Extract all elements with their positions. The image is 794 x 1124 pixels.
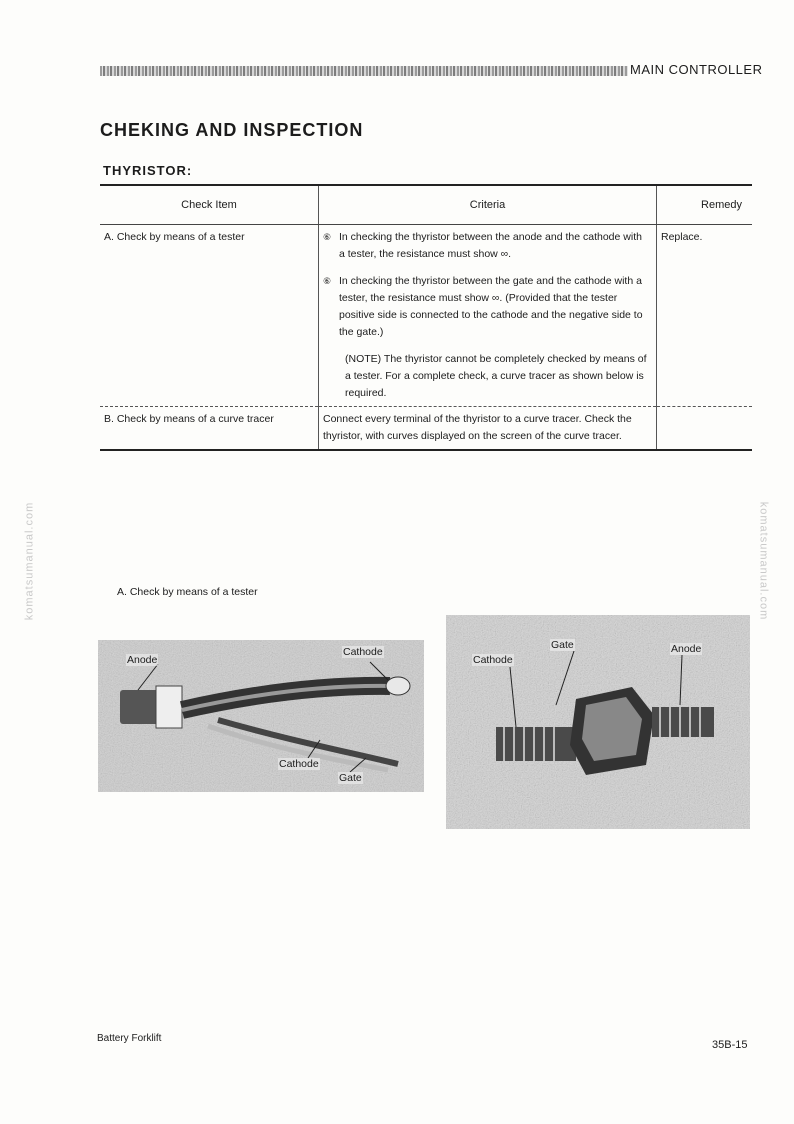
thyristor-leads-photo [98,640,424,792]
section-title: MAIN CONTROLLER [630,62,763,77]
criteria-item [323,229,648,263]
criteria-cell: Connect every terminal of the thyristor to a curve tracer. Check the thyristor, with curves displayed on the screen of the curve tracer. [319,407,657,451]
figure-caption: A. Check by means of a tester [117,586,258,598]
thyristor-stud-photo [446,615,750,829]
thyristor-stud-illustration [446,615,750,829]
column-header-criteria: Criteria [319,185,657,225]
cathode-label: Cathode [343,646,383,658]
table-header-row [100,185,752,225]
table-row [100,407,752,451]
column-header-check-item: Check Item [100,185,319,225]
gate-label: Gate [551,639,574,651]
note-label: (NOTE) [345,353,382,365]
watermark-left: komatsumanual.com [23,501,36,621]
note-text: The thyristor cannot be completely checked by means of a tester. For a complete check, a curve tracer as shown below is required. [345,353,647,399]
remedy-cell: Replace. [657,225,753,407]
watermark-right: komatsumanual.com [757,501,770,621]
table-row [100,225,752,407]
criteria-text: In checking the thyristor between the anode and the cathode with a tester, the resistance must show ∞. [339,231,642,260]
criteria-cell [319,225,657,407]
bullet-icon: ⑥ [323,232,332,242]
header-rule [100,66,628,76]
cathode-label: Cathode [473,654,513,666]
sub-heading: THYRISTOR: [103,163,193,178]
inspection-table [100,184,752,451]
check-item-cell: A. Check by means of a tester [104,231,245,243]
footer-product-name: Battery Forklift [97,1033,162,1044]
gate-label: Gate [339,772,362,784]
check-item-cell: B. Check by means of a curve tracer [100,407,319,451]
bullet-icon: ⑥ [323,276,332,286]
criteria-text: In checking the thyristor between the gate and the cathode with a tester, the resistance must show ∞. (Provided that the tester positive side is connected to the cathode and the negative side to the gate.) [339,275,643,338]
footer-page-number: 35B-15 [712,1039,748,1051]
anode-label: Anode [127,654,158,666]
criteria-item [323,273,648,341]
note-block [323,351,648,402]
cathode-label: Cathode [279,758,319,770]
remedy-cell [657,407,753,451]
anode-label: Anode [671,643,702,655]
column-header-remedy: Remedy [657,185,753,225]
page-heading: CHEKING AND INSPECTION [100,120,364,140]
